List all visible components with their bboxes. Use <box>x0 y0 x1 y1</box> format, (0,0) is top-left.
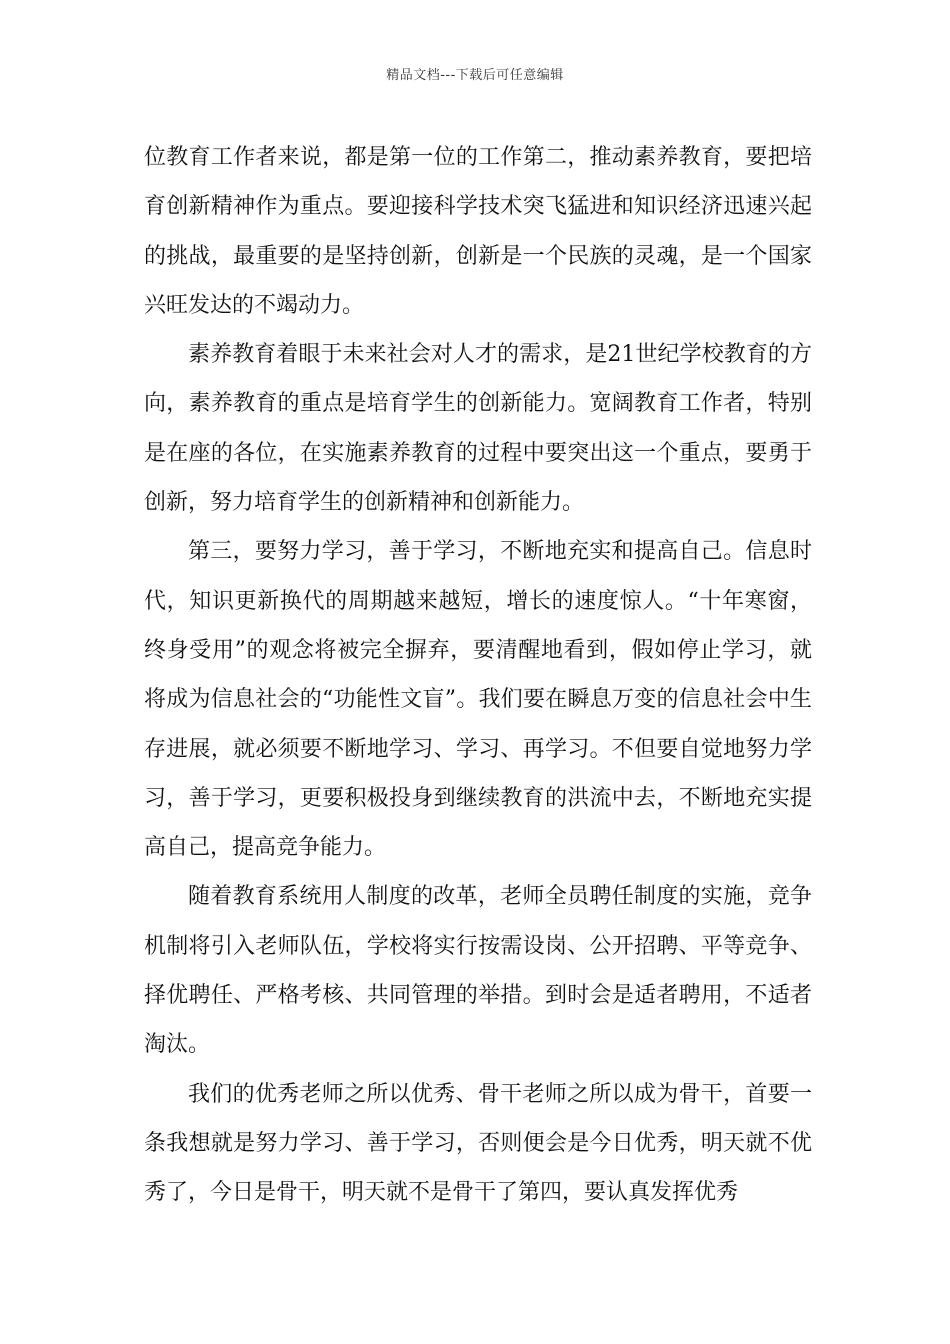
paragraph-3: 第三，要努力学习，善于学习，不断地充实和提高自己。信息时代，知识更新换代的周期越来越短，增长的速度惊人。“十年寒窗，终身受用”的观念将被完全摒弃，要清醒地看到，假如停止学习，就将成为信息社会的“功能性文盲”。我们要在瞬息万变的信息社会中生存进展，就必须要不断地学习、学习、再学习。不但要自觉地努力学习，善于学习，更要积极投身到继续教育的洪流中去，不断地充实提高自己，提高竞争能力。 <box>144 539 812 861</box>
document-body <box>144 133 812 1218</box>
paragraph-5: 我们的优秀老师之所以优秀、骨干老师之所以成为骨干，首要一条我想就是努力学习、善于学习，否则便会是今日优秀，明天就不优秀了，今日是骨干，明天就不是骨干了第四，要认真发挥优秀 <box>144 1081 812 1206</box>
paragraph-2: 素养教育着眼于未来社会对人才的需求，是21世纪学校教育的方向，素养教育的重点是培育学生的创新能力。宽阔教育工作者，特别是在座的各位，在实施素养教育的过程中要突出这一个重点，要勇于创新，努力培育学生的创新精神和创新能力。 <box>144 342 812 516</box>
paragraph-1: 位教育工作者来说，都是第一位的工作第二，推动素养教育，要把培育创新精神作为重点。要迎接科学技术突飞猛进和知识经济迅速兴起的挑战，最重要的是坚持创新，创新是一个民族的灵魂，是一个国家兴旺发达的不竭动力。 <box>144 145 812 318</box>
page-header: 精品文档---下载后可任意编辑 <box>386 68 564 83</box>
paragraph-4: 随着教育系统用人制度的改革，老师全员聘任制度的实施，竞争机制将引入老师队伍，学校将实行按需设岗、公开招聘、平等竞争、择优聘任、严格考核、共同管理的举措。到时会是适者聘用，不适者淘汰。 <box>144 884 812 1058</box>
